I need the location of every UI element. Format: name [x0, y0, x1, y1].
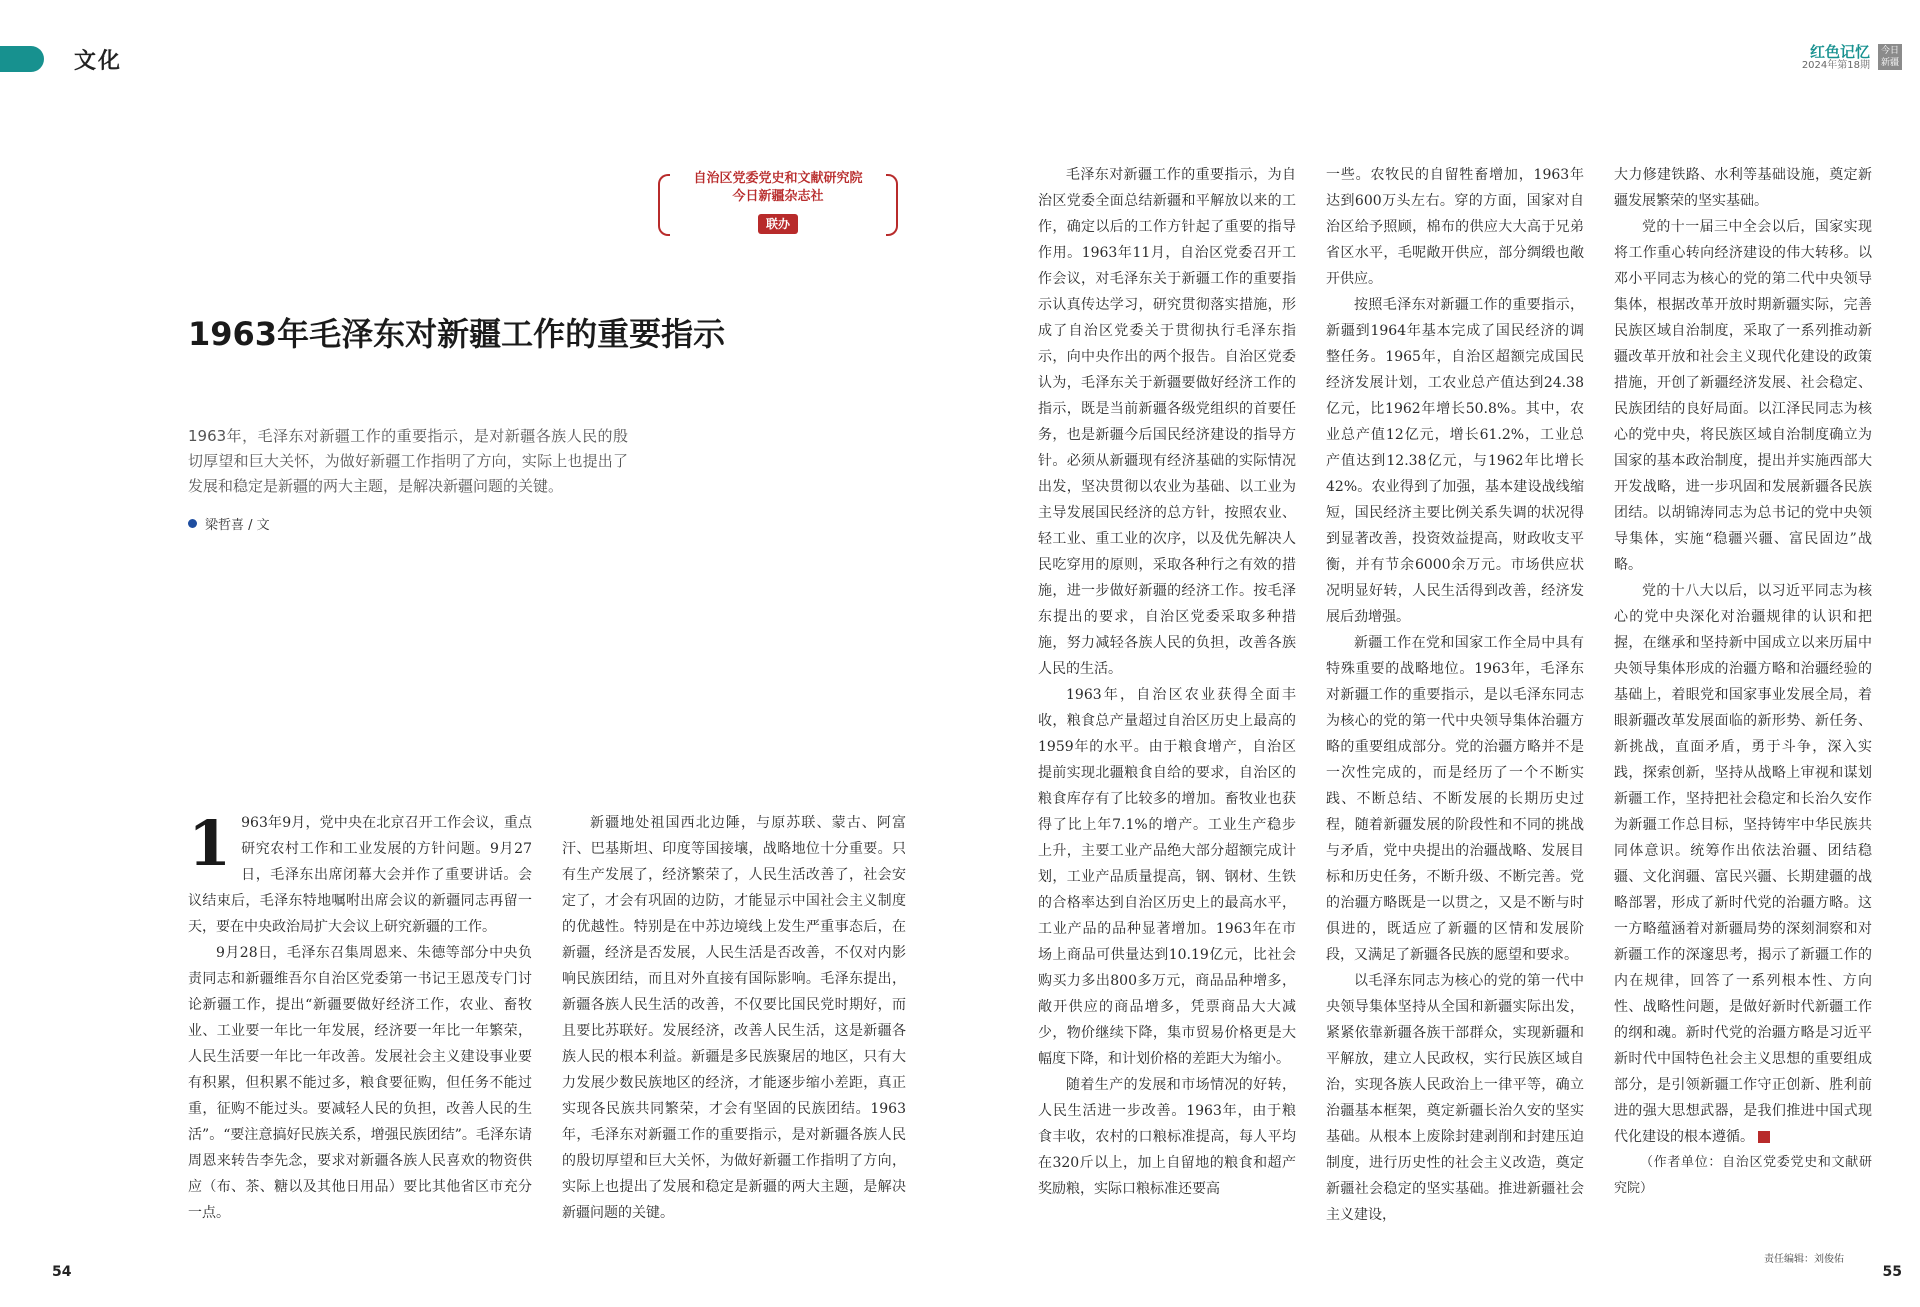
article-title: 1963年毛泽东对新疆工作的重要指示 [188, 315, 726, 353]
drop-cap: 1 [188, 807, 232, 880]
article-lead: 1963年，毛泽东对新疆工作的重要指示，是对新疆各族人民的殷切厚望和巨大关怀，为做好新疆工作指明了方向，实际上也提出了发展和稳定是新疆的两大主题，是解决新疆问题的关键。 [188, 427, 628, 495]
byline-text: 梁哲喜 / 文 [205, 518, 270, 533]
body-column-1 [188, 807, 532, 1226]
section-tab-marker [0, 46, 44, 72]
page-number-left: 54 [52, 1264, 72, 1280]
paragraph-text: 963年9月，党中央在北京召开工作会议，重点研究农村工作和工业发展的方针问题。9月27日，毛泽东出席闭幕大会并作了重要讲话。会议结束后，毛泽东特地嘱咐出席会议的新疆同志再留一天，要在中央政治局扩大会议上研究新疆的工作。 [188, 815, 532, 935]
left-bracket [658, 174, 670, 236]
paragraph-text: 党的十八大以后，以习近平同志为核心的党中央深化对治疆规律的认识和把握，在继承和坚持新中国成立以来历届中央领导集体形成的治疆方略和治疆经验的基础上，着眼党和国家事业发展全局，着眼新疆改革发展面临的新形势、新任务、新挑战，直面矛盾，勇于斗争，深入实践，探索创新，坚持从战略上审视和谋划新疆工作，坚持把社会稳定和长治久安作为新疆工作总目标，坚持铸牢中华民族共同体意识。统筹作出依法治疆、团结稳疆、文化润疆、富民兴疆、长期建疆的战略部署，形成了新时代党的治疆方略。这一方略蕴涵着对新疆局势的深刻洞察和对新疆工作的深邃思考，揭示了新疆工作的内在规律，回答了一系列根本性、方向性、战略性问题，是做好新时代新疆工作的纲和魂。新时代党的治疆方略是习近平新时代中国特色社会主义思想的重要组成部分，是引领新疆工作守正创新、胜利前进的强大思想武器，是我们推进中国式现代化建设的根本遵循。 [1614, 583, 1872, 1145]
end-mark-icon [1758, 1131, 1770, 1143]
paragraph: 大力修建铁路、水利等基础设施，奠定新疆发展繁荣的坚实基础。 [1614, 167, 1872, 209]
paragraph [1614, 578, 1872, 1150]
section-name: 文化 [74, 49, 123, 74]
organiser-line-2: 今日新疆杂志社 [732, 189, 824, 204]
paragraph: 以毛泽东同志为核心的党的第一代中央领导集体坚持从全国和新疆实际出发，紧紧依靠新疆各族干部群众，实现新疆和平解放，建立人民政权，实行民族区域自治，实现各族人民政治上一律平等，确立治疆基本框架，奠定新疆长治久安的坚实基础。从根本上废除封建剥削和封建压迫制度，进行历史性的社会主义改造，奠定新疆社会稳定的坚实基础。推进新疆社会主义建设， [1326, 973, 1584, 1223]
paragraph: 随着生产的发展和市场情况的好转，人民生活进一步改善。1963年，由于粮食丰收，农村的口粮标准提高，每人平均在320斤以上，加上自留地的粮食和超产奖励粮，实际口粮标准还要高 [1038, 1077, 1296, 1197]
magazine-header [1802, 44, 1902, 72]
paragraph [188, 807, 532, 940]
header-text [1802, 44, 1870, 72]
byline-dot-icon [188, 519, 197, 528]
body-column-5 [1614, 162, 1872, 1202]
paragraph: 9月28日，毛泽东召集周恩来、朱德等部分中央负责同志和新疆维吾尔自治区党委第一书记王恩茂专门讨论新疆工作，提出“新疆要做好经济工作，农业、畜牧业、工业要一年比一年发展，经济要一年比一年繁荣，人民生活要一年比一年改善。发展社会主义建设事业要有积累，但积累不能过多，粮食要征购，但任务不能过重，征购不能过头。要减轻人民的负担，改善人民的生活”。“要注意搞好民族关系，增强民族团结”。毛泽东请周恩来转告李先念，要求对新疆各族人民喜欢的物资供应（布、茶、糖以及其他日用品）要比其他省区市充分一点。 [188, 945, 532, 1221]
body-column-3 [1038, 162, 1296, 1202]
byline [188, 514, 270, 533]
paragraph: 按照毛泽东对新疆工作的重要指示，新疆到1964年基本完成了国民经济的调整任务。1965年，自治区超额完成国民经济发展计划，工农业总产值达到24.38亿元，比1962年增长50.8%。其中，农业总产值12亿元，增长61.2%，工业总产值达到12.38亿元，与1962年比增长42%。农业得到了加强，基本建设战线缩短，国民经济主要比例关系失调的状况得到显著改善，投资效益提高，财政收支平衡，并有节余6000余万元。市场供应状况明显好转，人民生活得到改善，经济发展后劲增强。 [1326, 297, 1584, 625]
body-column-2 [562, 810, 906, 1226]
body-column-4 [1326, 162, 1584, 1228]
paragraph: 新疆地处祖国西北边陲，与原苏联、蒙古、阿富汗、巴基斯坦、印度等国接壤，战略地位十分重要。只有生产发展了，经济繁荣了，人民生活改善了，社会安定了，才会有巩固的边防，才能显示中国社会主义制度的优越性。特别是在中苏边境线上发生严重事态后，在新疆，经济是否发展，人民生活是否改善，不仅对内影响民族团结，而且对外直接有国际影响。毛泽东提出，新疆各族人民生活的改善，不仅要比国民党时期好，而且要比苏联好。发展经济，改善人民生活，这是新疆各族人民的根本利益。新疆是多民族聚居的地区，只有大力发展少数民族地区的经济，才能逐步缩小差距，真正实现各民族共同繁荣，才会有坚固的民族团结。1963年，毛泽东对新疆工作的重要指示，是对新疆各族人民的殷切厚望和巨大关怀，为做好新疆工作指明了方向，实际上也提出了发展和稳定是新疆的两大主题，是解决新疆问题的关键。 [562, 815, 906, 1221]
author-affiliation: （作者单位：自治区党委党史和文献研究院） [1614, 1155, 1872, 1196]
paragraph: 1963年，自治区农业获得全面丰收，粮食总产量超过自治区历史上最高的1959年的水平。由于粮食增产，自治区提前实现北疆粮食自给的要求，自治区的粮食库存有了比较多的增加。畜牧业也获得了比上年7.1%的增产。工业生产稳步上升，主要工业产品绝大部分超额完成计划，工业产品质量提高，钢、钢材、生铁的合格率达到自治区历史上的最高水平，工业产品的品种显著增加。1963年在市场上商品可供量达到10.19亿元，比社会购买力多出800多万元，商品品种增多，敞开供应的商品增多，凭票商品大大减少，物价继续下降，集市贸易价格更是大幅度下降，和计划价格的差距大为缩小。 [1038, 687, 1296, 1067]
column-brand: 红色记忆 [1809, 43, 1870, 61]
paragraph: 新疆工作在党和国家工作全局中具有特殊重要的战略地位。1963年，毛泽东对新疆工作的重要指示，是以毛泽东同志为核心的党的第一代中央领导集体治疆方略的重要组成部分。党的治疆方略并不是一次性完成的，而是经历了一个不断实践、不断总结、不断发展的长期历史过程，随着新疆发展的阶段性和不同的挑战与矛盾，党中央提出的治疆战略、发展目标和历史任务，不断升级、不断完善。党的治疆方略既是一以贯之，又是不断与时俱进的，既适应了新疆的区情和发展阶段，又满足了新疆各民族的愿望和要求。 [1326, 635, 1584, 963]
organiser-line-1: 自治区党委党史和文献研究院 [693, 171, 863, 186]
paragraph: 一些。农牧民的自留牲畜增加，1963年达到600万头左右。穿的方面，国家对自治区给予照顾，棉布的供应大大高于兄弟省区水平，毛呢敞开供应，部分绸缎也敞开供应。 [1326, 167, 1584, 287]
paragraph: 党的十一届三中全会以后，国家实现将工作重心转向经济建设的伟大转移。以邓小平同志为核心的党的第二代中央领导集体，根据改革开放时期新疆实际，完善民族区域自治制度，采取了一系列推动新疆改革开放和社会主义现代化建设的政策措施，开创了新疆经济发展、社会稳定、民族团结的良好局面。以江泽民同志为核心的党中央，将民族区域自治制度确立为国家的基本政治制度，提出并实施西部大开发战略，进一步巩固和发展新疆各民族团结。以胡锦涛同志为总书记的党中央领导集体，实施“稳疆兴疆、富民固边”战略。 [1614, 219, 1872, 573]
organiser-badge: 联办 [758, 214, 798, 234]
right-bracket [886, 174, 898, 236]
magazine-logo-icon: 今日新疆 [1878, 44, 1902, 70]
paragraph: 毛泽东对新疆工作的重要指示，为自治区党委全面总结新疆和平解放以来的工作，确定以后的工作方针起了重要的指导作用。1963年11月，自治区党委召开工作会议，对毛泽东关于新疆工作的重要指示认真传达学习，研究贯彻落实措施，形成了自治区党委关于贯彻执行毛泽东指示，向中央作出的两个报告。自治区党委认为，毛泽东关于新疆要做好经济工作的指示，既是当前新疆各级党组织的首要任务，也是新疆今后国民经济建设的指导方针。必须从新疆现有经济基础的实际情况出发，坚决贯彻以农业为基础、以工业为主导发展国民经济的总方针，按照农业、轻工业、重工业的次序，以及优先解决人民吃穿用的原则，采取各种行之有效的措施，进一步做好新疆的经济工作。按毛泽东提出的要求，自治区党委采取多种措施，努力减轻各族人民的负担，改善各族人民的生活。 [1038, 167, 1296, 677]
responsible-editor: 责任编辑：刘俊佑 [1764, 1254, 1844, 1265]
organiser-box [658, 170, 898, 238]
issue-number: 2024年第18期 [1801, 60, 1870, 71]
page-number-right: 55 [1882, 1264, 1902, 1280]
